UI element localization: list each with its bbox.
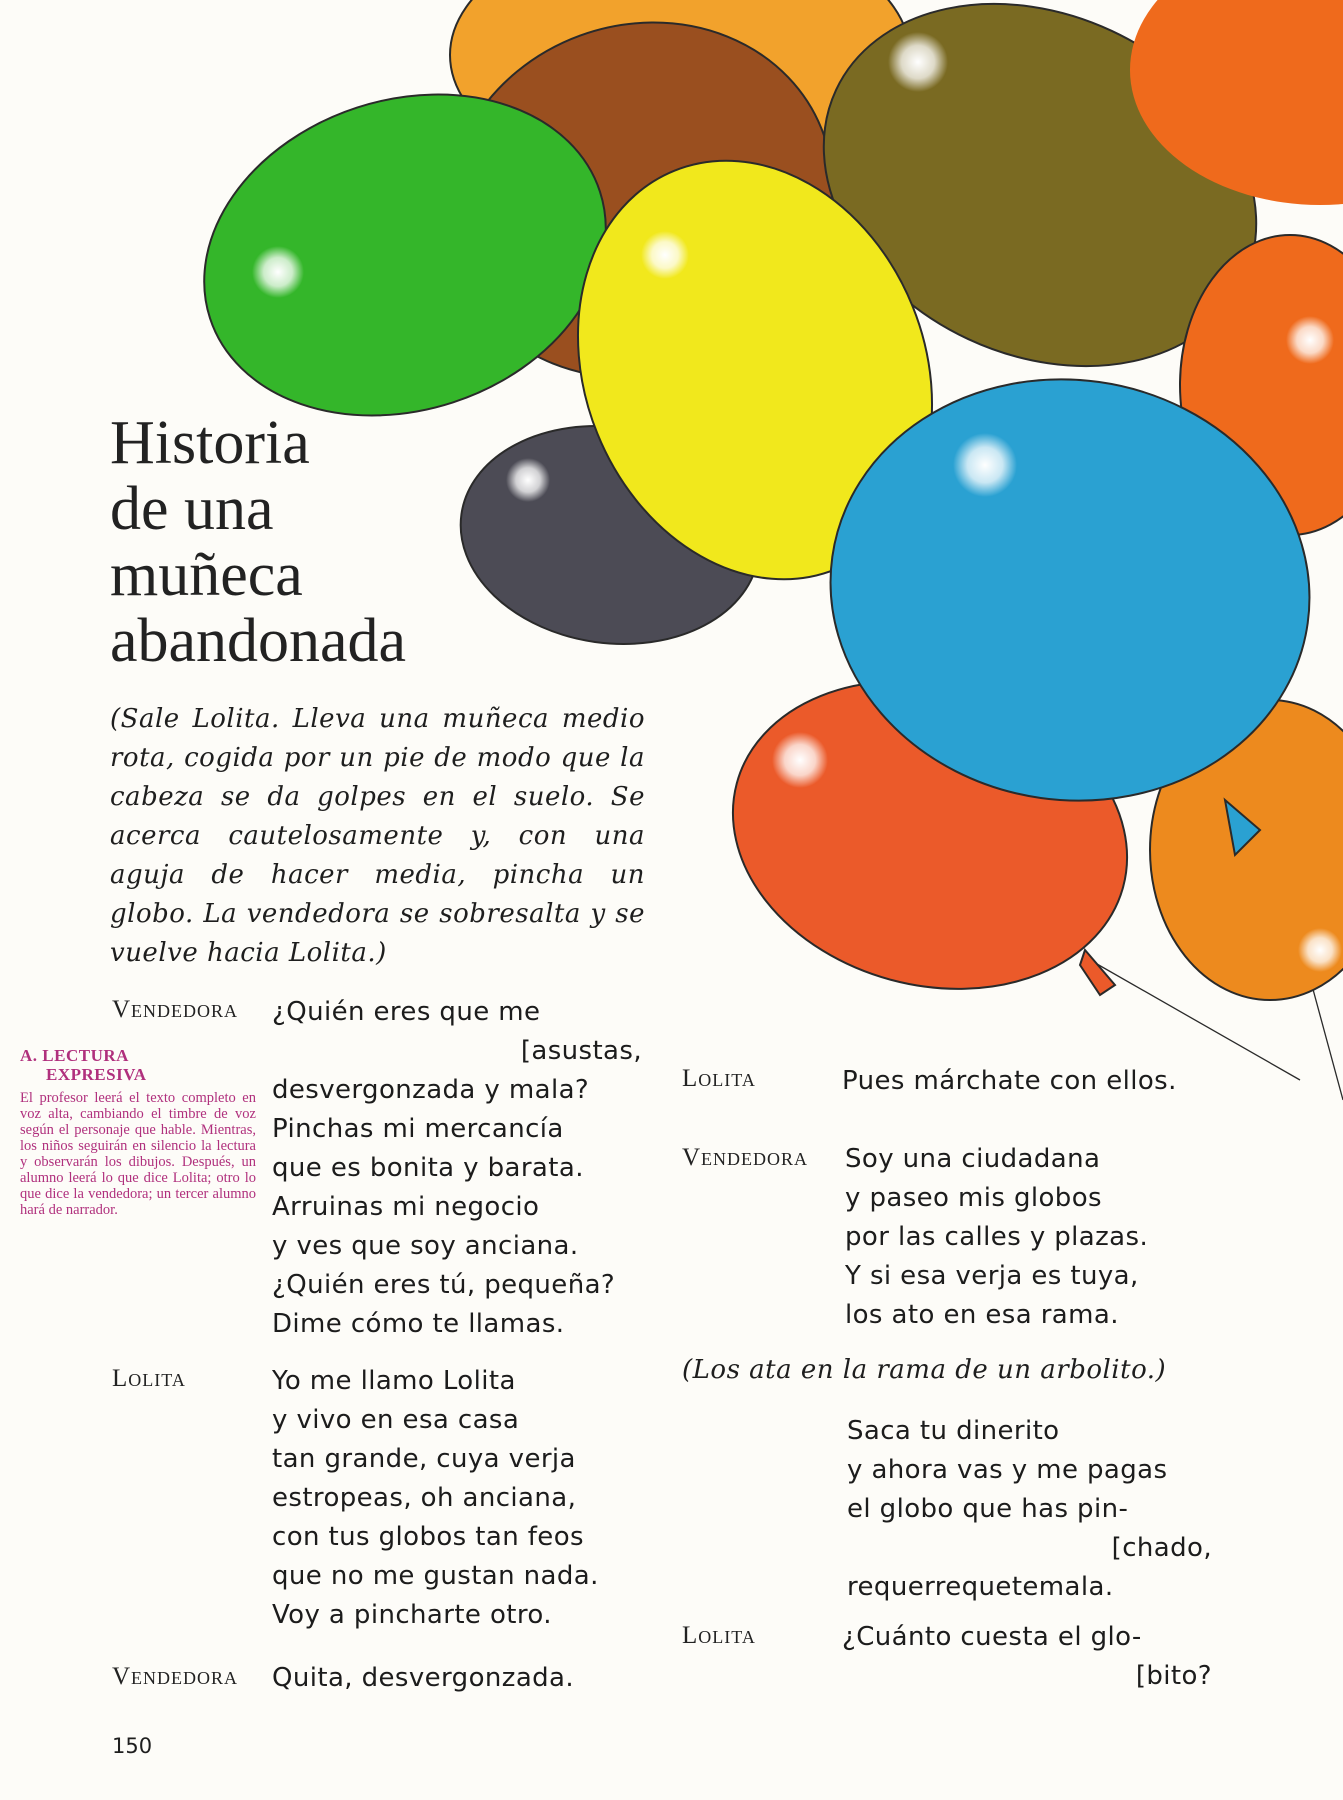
page-number: 150	[112, 1734, 153, 1758]
verse-line: Pinchas mi mercancía	[272, 1114, 564, 1144]
speaker-lolita: Lolita	[682, 1622, 756, 1649]
title-line: de una	[110, 475, 274, 543]
verse-line: [bito?	[1135, 1661, 1212, 1691]
verse-line: con tus globos tan feos	[272, 1522, 584, 1552]
verse-line: por las calles y plazas.	[845, 1222, 1149, 1252]
title-line: muñeca	[110, 541, 303, 609]
verse-line: y ves que soy anciana.	[272, 1231, 579, 1261]
verse-line: Pues márchate con ellos.	[842, 1066, 1177, 1096]
sidenote-heading-line: A. LECTURA	[20, 1046, 129, 1065]
verse-line: ¿Quién eres tú, pequeña?	[272, 1270, 616, 1300]
verse-line: Yo me llamo Lolita	[272, 1366, 516, 1396]
verse-line: los ato en esa rama.	[845, 1300, 1119, 1330]
verse-line: Dime cómo te llamas.	[272, 1309, 565, 1339]
verse-line: que no me gustan nada.	[272, 1561, 599, 1591]
verse-line: Quita, desvergonzada.	[272, 1663, 575, 1693]
verse-block	[272, 1362, 642, 1635]
verse-line: el globo que has pin-	[847, 1494, 1129, 1524]
verse-line: y paseo mis globos	[845, 1183, 1102, 1213]
verse-line: tan grande, cuya verja	[272, 1444, 576, 1474]
verse-line: [asustas,	[520, 1036, 642, 1066]
verse-line: ¿Cuánto cuesta el glo-	[842, 1622, 1142, 1652]
speaker-vendedora: Vendedora	[682, 1144, 809, 1171]
sidenote-text: El profesor leerá el texto completo en voz alta, cambiando el timbre de voz según el personaje que hable. Mientras, los niños seguirán en silencio la lectura y observarán los dibujos. Después, un alumno leerá lo que dice Lolita; otro lo que dice la vendedora; un tercer alumno hará de narrador.	[20, 1090, 256, 1218]
sidenote-heading	[20, 1046, 260, 1084]
speaker-vendedora: Vendedora	[112, 996, 239, 1023]
verse-line: Arruinas mi negocio	[272, 1192, 540, 1222]
stage-direction-intro: (Sale Lolita. Lleva una muñeca medio rota, cogida por un pie de modo que la cabeza se da golpes en el suelo. Se acerca cautelosamente y, con una aguja de hacer media, pincha un globo. La vendedora se sobresalta y se vuelve hacia Lolita.)	[110, 704, 645, 968]
speaker-lolita: Lolita	[112, 1365, 186, 1392]
verse-line: y ahora vas y me pagas	[847, 1455, 1168, 1485]
verse-line: Soy una ciudadana	[845, 1144, 1101, 1174]
verse-line: Voy a pincharte otro.	[272, 1600, 552, 1630]
verse-line: y vivo en esa casa	[272, 1405, 520, 1435]
title-line: Historia	[110, 409, 310, 477]
verse-line: desvergonzada y mala?	[272, 1075, 590, 1105]
verse-line: Saca tu dinerito	[847, 1416, 1060, 1446]
title-line: abandonada	[110, 607, 407, 675]
verse-block	[842, 1618, 1212, 1696]
verse-block	[845, 1140, 1148, 1335]
verse-block	[272, 993, 642, 1344]
speaker-lolita: Lolita	[682, 1065, 756, 1092]
verse-block	[847, 1412, 1212, 1607]
verse-line: [chado,	[1111, 1533, 1212, 1563]
verse-line: requerrequetemala.	[847, 1572, 1114, 1602]
sidenote-heading-line: EXPRESIVA	[46, 1065, 147, 1084]
speaker-vendedora: Vendedora	[112, 1663, 239, 1690]
stage-direction: (Los ata en la rama de un arbolito.)	[682, 1355, 1167, 1385]
verse-line: ¿Quién eres que me	[272, 997, 541, 1027]
story-title	[110, 410, 406, 674]
verse-line: estropeas, oh anciana,	[272, 1483, 577, 1513]
verse-line: Y si esa verja es tuya,	[845, 1261, 1139, 1291]
verse-line: que es bonita y barata.	[272, 1153, 584, 1183]
